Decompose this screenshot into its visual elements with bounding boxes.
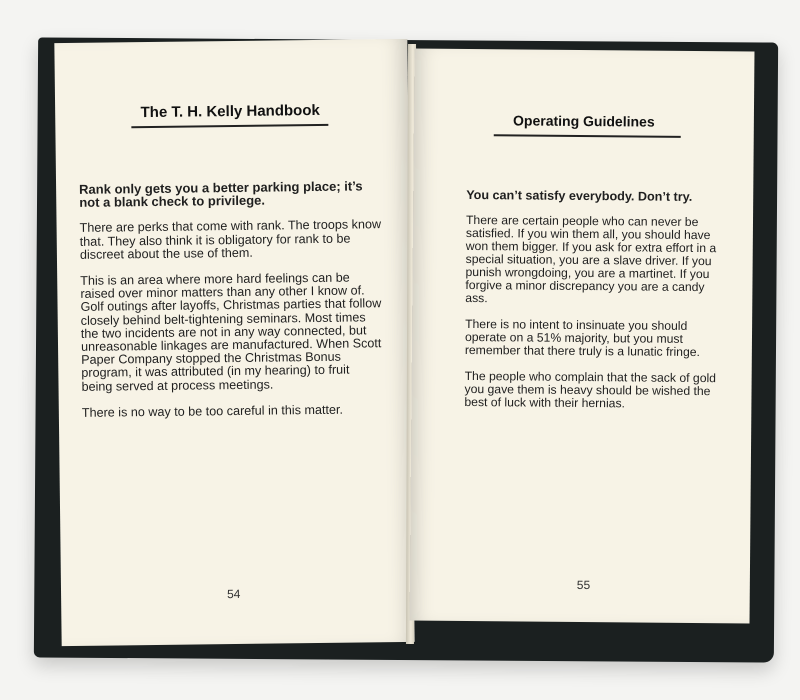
paragraph-left-1: There are perks that come with rank. The troops know that. They also think it is obligatory for rank to be discreet about the use of them. (79, 217, 382, 262)
paragraph-left-2: This is an area where more hard feelings can be raised over minor matters than any other I know of. Golf outings after layoffs, Christmas parties that follow closely behind belt-tightening seminars. Most times the two incidents are not in any way connected, but unreasonable linkages are manufactured. When Scott Paper Company stopped the Christmas Bonus program, it was attributed (in my hearing) to fruit being served at process meetings. (80, 270, 382, 394)
page-number-right: 55 (576, 577, 591, 593)
left-page (54, 39, 414, 646)
right-page (410, 49, 755, 624)
paragraph-right-2: There is no intent to insinuate you should operate on a 51% majority, but you must remember that there truly is a lunatic fringe. (464, 316, 700, 360)
page-number-left: 54 (226, 586, 241, 602)
paragraph-right-3: The people who complain that the sack of gold you gave them is heavy should be wished the best of luck with their hernias. (464, 368, 717, 411)
paragraph-right-1: There are certain people who can never be satisfied. If you win them all, you should have won them bigger. If you ask for extra effort in a special situation, you are a slave driver. If you punish wrongdoing, you are a martinet. If you forgive a minor discrepancy you are a candy ass. (465, 212, 717, 306)
running-head-left: The T. H. Kelly Handbook (140, 101, 320, 122)
running-head-right: Operating Guidelines (513, 112, 655, 130)
header-rule-right (494, 134, 681, 138)
paragraph-left-3: There is no way to be too careful in this matter. (81, 402, 344, 420)
section-heading-left: Rank only gets you a better parking place; it’s not a blank check to privilege. (79, 178, 363, 211)
section-heading-right: You can’t satisfy everybody. Don’t try. (466, 187, 693, 204)
right-page-body (464, 189, 724, 424)
header-rule-left (131, 124, 328, 128)
left-page-body (79, 179, 384, 433)
